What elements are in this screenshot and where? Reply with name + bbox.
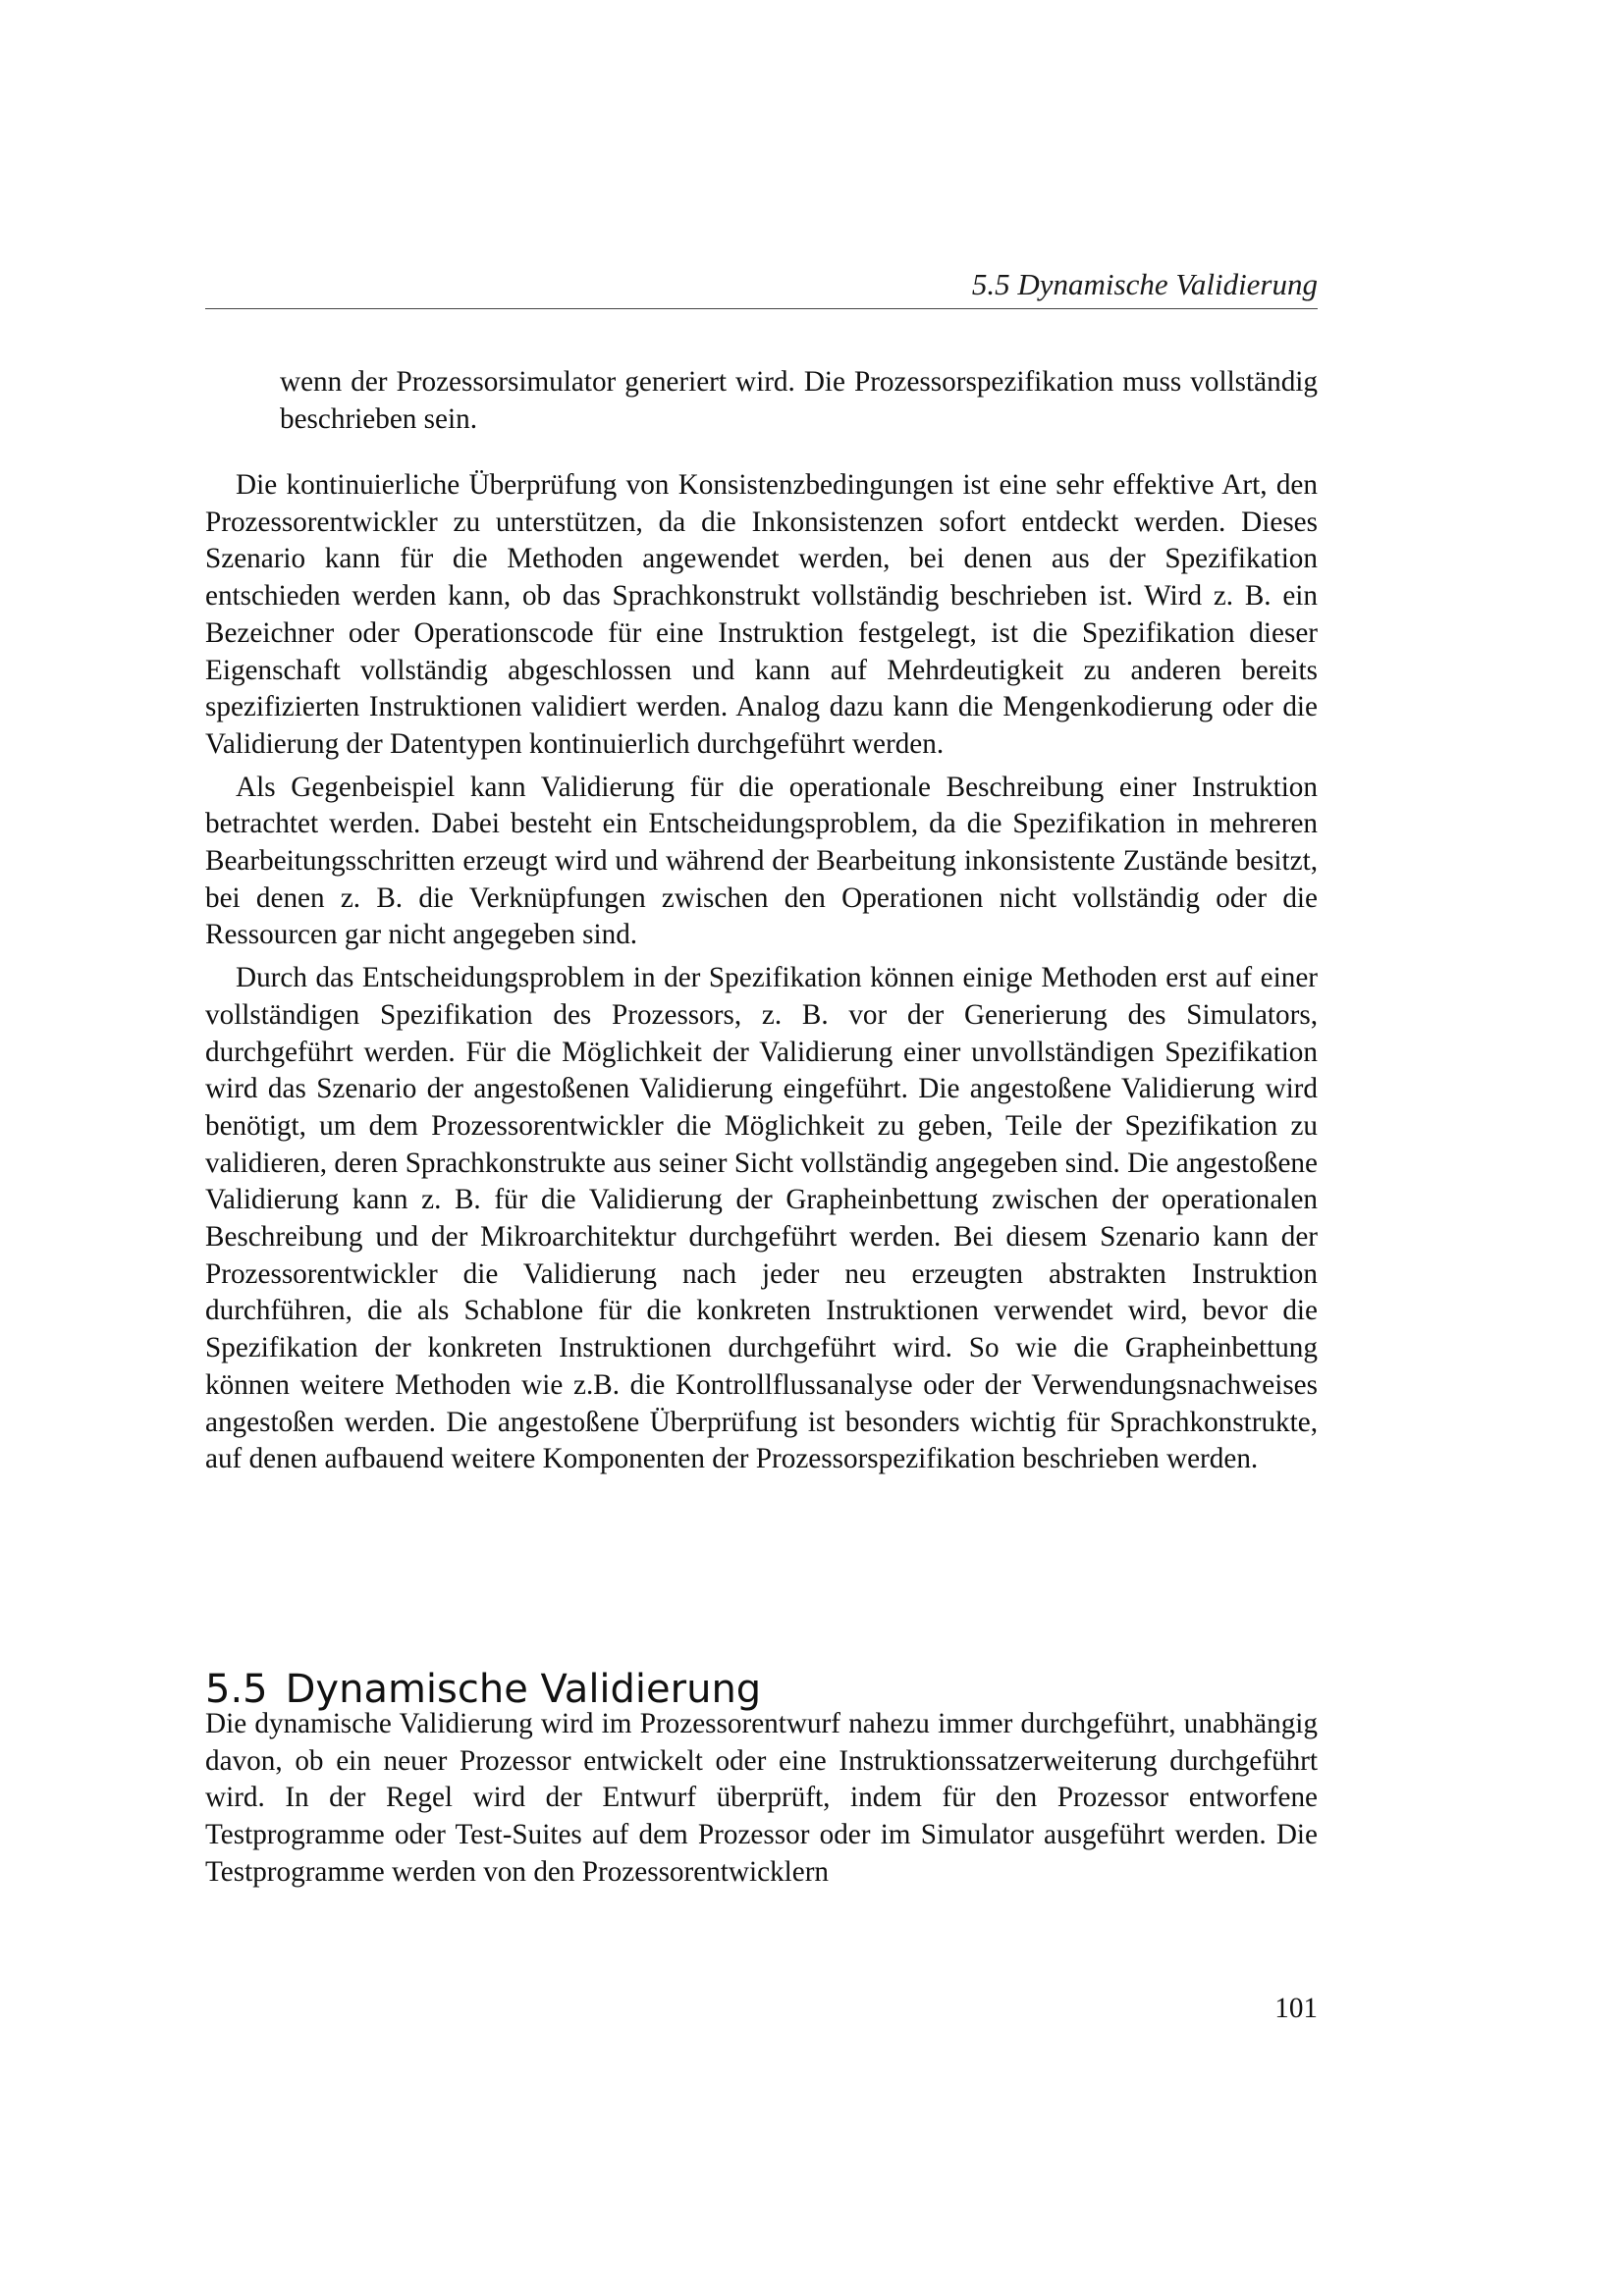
- continued-item-text: wenn der Prozessorsimulator generiert wird. Die Prozessorspezifikation muss vollständig beschrieben sein.: [280, 366, 1318, 435]
- header-rule: [205, 308, 1318, 309]
- body-text: [205, 467, 1318, 1478]
- paragraph-1: Die kontinuierliche Überprüfung von Konsistenzbedingungen ist eine sehr effektive Art, den Prozessorentwickler zu unterstützen, da die Inkonsistenzen sofort entdeckt werden. Dieses Szenario kann für die Methoden angewendet werden, bei denen aus der Spezifikation entschieden werden kann, ob das Sprachkonstrukt vollständig beschrieben ist. Wird z. B. ein Bezeichner oder Operationscode für eine Instruktion festgelegt, ist die Spezifikation dieser Eigenschaft vollständig abgeschlossen und kann auf Mehrdeutigkeit zu anderen bereits spezifizierten Instruktionen validiert werden. Analog dazu kann die Mengenkodierung oder die Validierung der Datentypen kontinuierlich durchgeführt werden.: [205, 469, 1318, 760]
- page-number: 101: [1274, 1993, 1318, 2024]
- paragraph-2: Als Gegenbeispiel kann Validierung für die operationale Beschreibung einer Instruktion betrachtet werden. Dabei besteht ein Entscheidungsproblem, da die Spezifikation in mehreren Bearbeitungsschritten erzeugt wird und während der Bearbeitung inkonsistente Zustände besitzt, bei denen z. B. die Verknüpfungen zwischen den Operationen nicht vollständig oder die Ressourcen gar nicht angegeben sind.: [205, 771, 1318, 951]
- continued-list-item: [280, 364, 1318, 438]
- section-number: 5.5: [205, 1667, 268, 1713]
- section-title: Dynamische Validierung: [285, 1667, 762, 1713]
- section-body-text: [205, 1706, 1318, 1892]
- running-header: 5.5 Dynamische Validierung: [971, 267, 1318, 301]
- paragraph-3: Durch das Entscheidungsproblem in der Spezifikation können einige Methoden erst auf einer vollständigen Spezifikation des Prozessors, z. B. vor der Generierung des Simulators, durchgeführt werden. Für die Möglichkeit der Validierung einer unvollständigen Spezifikation wird das Szenario der angestoßenen Validierung eingeführt. Die angestoßene Validierung wird benötigt, um dem Prozessorentwickler die Möglichkeit zu geben, Teile der Spezifikation zu validieren, deren Sprachkonstrukte aus seiner Sicht vollständig angegeben sind. Die angestoßene Validierung kann z. B. für die Validierung der Grapheinbettung zwischen der operationalen Beschreibung und der Mikroarchitektur durchgeführt werden. Bei diesem Szenario kann der Prozessorentwickler die Validierung nach jeder neu erzeugten abstrakten Instruktion durchführen, die als Schablone für die konkreten Instruktionen verwendet wird, bevor die Spezifikation der konkreten Instruktionen durchgeführt wird. So wie die Grapheinbettung können weitere Methoden wie z.B. die Kontrollflussanalyse oder der Verwendungsnachweises angestoßen werden. Die angestoßene Überprüfung ist besonders wichtig für Sprachkonstrukte, auf denen aufbauend weitere Komponenten der Prozessorspezifikation beschrieben werden.: [205, 962, 1318, 1475]
- section-paragraph-1: Die dynamische Validierung wird im Prozessorentwurf nahezu immer durchgeführt, unabhängig davon, ob ein neuer Prozessor entwickelt oder eine Instruktionssatzerweiterung durchgeführt wird. In der Regel wird der Entwurf überprüft, indem für den Prozessor entworfene Testprogramme oder Test-Suites auf dem Prozessor oder im Simulator ausgeführt werden. Die Testprogramme werden von den Prozessorentwicklern: [205, 1708, 1318, 1888]
